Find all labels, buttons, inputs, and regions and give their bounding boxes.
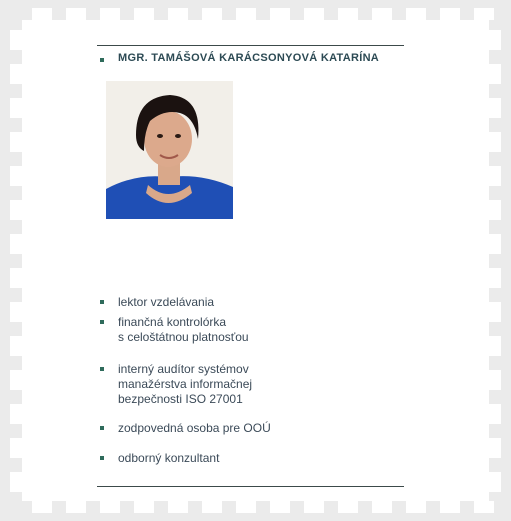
role-line: s celoštátnou platnosťou — [118, 330, 249, 344]
role-bullet — [100, 300, 104, 304]
portrait-image — [106, 81, 233, 219]
perforation-mark — [489, 404, 501, 424]
perforation-mark — [10, 132, 22, 152]
perforation-mark — [440, 8, 460, 20]
person-name: MGR. TAMÁŠOVÁ KARÁCSONYOVÁ KATARÍNA — [118, 52, 380, 64]
portrait-photo — [106, 81, 233, 219]
role-line: bezpečnosti ISO 27001 — [118, 392, 243, 406]
perforation-mark — [338, 8, 358, 20]
perforation-mark — [236, 8, 256, 20]
perforation-mark — [32, 8, 52, 20]
role-bullet — [100, 426, 104, 430]
perforation-mark — [10, 472, 22, 492]
perforation-mark — [10, 234, 22, 254]
perforation-mark — [372, 8, 392, 20]
perforation-mark — [202, 8, 222, 20]
perforation-mark — [66, 501, 86, 513]
perforation-mark — [474, 501, 494, 513]
perforation-mark — [304, 8, 324, 20]
role-item — [118, 295, 214, 310]
perforation-mark — [489, 30, 501, 50]
role-item — [118, 421, 271, 436]
perforation-mark — [32, 501, 52, 513]
perforation-mark — [489, 370, 501, 390]
perforation-mark — [489, 132, 501, 152]
role-bullet — [100, 456, 104, 460]
role-item — [118, 362, 252, 407]
bottom-divider — [97, 486, 404, 487]
perforation-mark — [10, 30, 22, 50]
role-line: manažérstva informačnej — [118, 377, 253, 391]
perforation-mark — [168, 501, 188, 513]
role-line: odborný konzultant — [118, 451, 220, 465]
role-line: lektor vzdelávania — [118, 295, 215, 309]
perforation-mark — [489, 438, 501, 458]
role-item — [118, 451, 219, 466]
perforation-mark — [440, 501, 460, 513]
perforation-mark — [100, 8, 120, 20]
perforation-mark — [489, 234, 501, 254]
perforation-mark — [489, 166, 501, 186]
perforation-mark — [474, 8, 494, 20]
perforation-mark — [10, 370, 22, 390]
perforation-mark — [489, 200, 501, 220]
top-divider — [97, 45, 404, 46]
perforation-mark — [338, 501, 358, 513]
name-bullet — [100, 58, 104, 62]
perforation-mark — [134, 8, 154, 20]
perforation-mark — [10, 438, 22, 458]
perforation-mark — [406, 501, 426, 513]
perforation-mark — [489, 302, 501, 322]
perforation-mark — [168, 8, 188, 20]
perforation-mark — [10, 166, 22, 186]
perforation-mark — [10, 336, 22, 356]
role-line: interný audítor systémov — [118, 362, 249, 376]
role-item — [118, 315, 249, 345]
perforation-mark — [489, 98, 501, 118]
role-bullet — [100, 320, 104, 324]
perforation-mark — [10, 268, 22, 288]
perforation-mark — [236, 501, 256, 513]
perforation-mark — [270, 8, 290, 20]
perforation-mark — [489, 268, 501, 288]
role-line: finančná kontrolórka — [118, 315, 227, 329]
role-line: zodpovedná osoba pre OOÚ — [118, 421, 271, 435]
perforation-mark — [66, 8, 86, 20]
perforation-mark — [372, 501, 392, 513]
perforation-mark — [489, 472, 501, 492]
role-bullet — [100, 367, 104, 371]
perforation-mark — [489, 336, 501, 356]
perforation-mark — [10, 302, 22, 322]
perforation-mark — [10, 98, 22, 118]
perforation-mark — [10, 200, 22, 220]
perforation-mark — [304, 501, 324, 513]
perforation-mark — [406, 8, 426, 20]
perforation-mark — [202, 501, 222, 513]
perforation-mark — [100, 501, 120, 513]
perforation-mark — [10, 64, 22, 84]
perforation-mark — [10, 404, 22, 424]
perforation-mark — [270, 501, 290, 513]
perforation-mark — [489, 64, 501, 84]
perforation-mark — [134, 501, 154, 513]
